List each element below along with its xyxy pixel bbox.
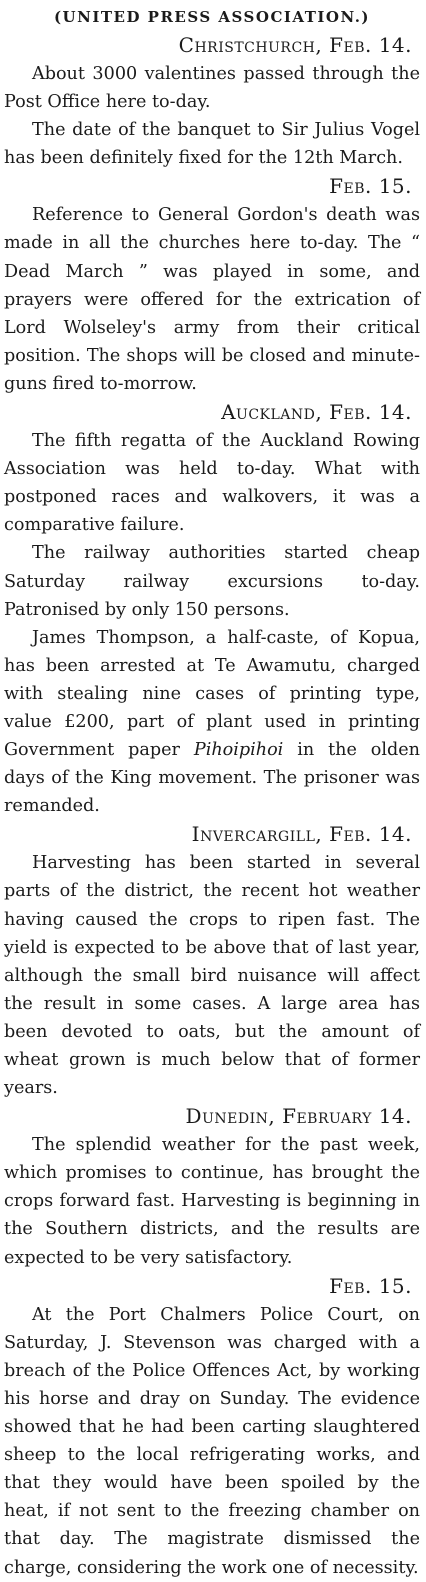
newspaper-name: Pihoipihoi bbox=[193, 740, 284, 761]
paragraph: Harvesting has been started in several parts of the district, the recent hot weather having caused the crops to ripen fast. The yield is expected to be above that of last year, although the small bird nuisance will affect the result in some cases. A large area has been devoted to oats, but the amount of wheat grown is much below that of former years. bbox=[4, 853, 420, 1099]
dateline-place: Auckland, bbox=[221, 400, 323, 425]
paragraph: The fifth regatta of the Auckland Rowing Association was held to-day. What with postponed races and walkovers, it was a comparative failure. bbox=[4, 431, 420, 536]
dateline-place: Christchurch, bbox=[178, 33, 323, 57]
paragraph: The splendid weather for the past week, which promises to continue, has brought the crops forward fast. Harvesting is beginning in the Southern districts, and the results are expected to be very satisfactory. bbox=[4, 1135, 420, 1268]
dateline-date: Feb. 14. bbox=[329, 33, 412, 57]
dateline-auckland bbox=[4, 398, 420, 427]
paragraph-text: James Thompson, a half-caste, of Kopua, has been arrested at Te Awamutu, charged with stealing nine cases of printing type, value £200, part of plant used in printing Government paper bbox=[4, 627, 420, 761]
dateline-christchurch bbox=[4, 31, 420, 60]
dateline-dunedin bbox=[4, 1102, 420, 1131]
paragraph: About 3000 valentines passed through the Post Office here to-day. bbox=[4, 64, 420, 113]
dateline-date: February 14. bbox=[282, 1104, 412, 1129]
paragraph-text: in the olden days of the King movement. The prisoner was remanded. bbox=[4, 740, 420, 817]
dateline-christchurch-feb15 bbox=[4, 172, 420, 201]
dateline-date: Feb. 14. bbox=[329, 822, 412, 847]
paragraph: The date of the banquet to Sir Julius Vogel has been definitely fixed for the 12th March. bbox=[4, 120, 420, 169]
dateline-date: Feb. 15. bbox=[329, 1273, 412, 1298]
dateline-place: Invercargill, bbox=[191, 822, 323, 847]
dateline-date: Feb. 14. bbox=[329, 400, 412, 425]
dateline-place: Dunedin, bbox=[185, 1104, 276, 1129]
paragraph: At the Port Chalmers Police Court, on Saturday, J. Stevenson was charged with a breach of the Police Offences Act, by working his horse and dray on Sunday. The evidence showed that he had been carting slaughtered sheep to the local refrigerating works, and that they would have been spoiled by the heat, if not sent to the freezing chamber on that day. The magistrate dismissed the charge, considering the work one of necessity. bbox=[4, 1304, 420, 1578]
paragraph: Reference to General Gordon's death was made in all the churches here to-day. The “ Dead March ” was played in some, and prayers were offered for the extrication of Lord Wolseley's army from their critical position. The shops will be closed and minute-guns fired to-morrow. bbox=[4, 205, 420, 394]
dateline-invercargill bbox=[4, 820, 420, 849]
dateline-date: Feb. 15. bbox=[329, 174, 412, 199]
news-column bbox=[4, 3, 420, 1582]
paragraph: The railway authorities started cheap Saturday railway excursions to-day. Patronised by only 150 persons. bbox=[4, 543, 420, 620]
dateline-dunedin-feb15 bbox=[4, 1272, 420, 1301]
agency-heading: (UNITED PRESS ASSOCIATION.) bbox=[53, 8, 371, 26]
paragraph-thompson bbox=[4, 624, 420, 821]
